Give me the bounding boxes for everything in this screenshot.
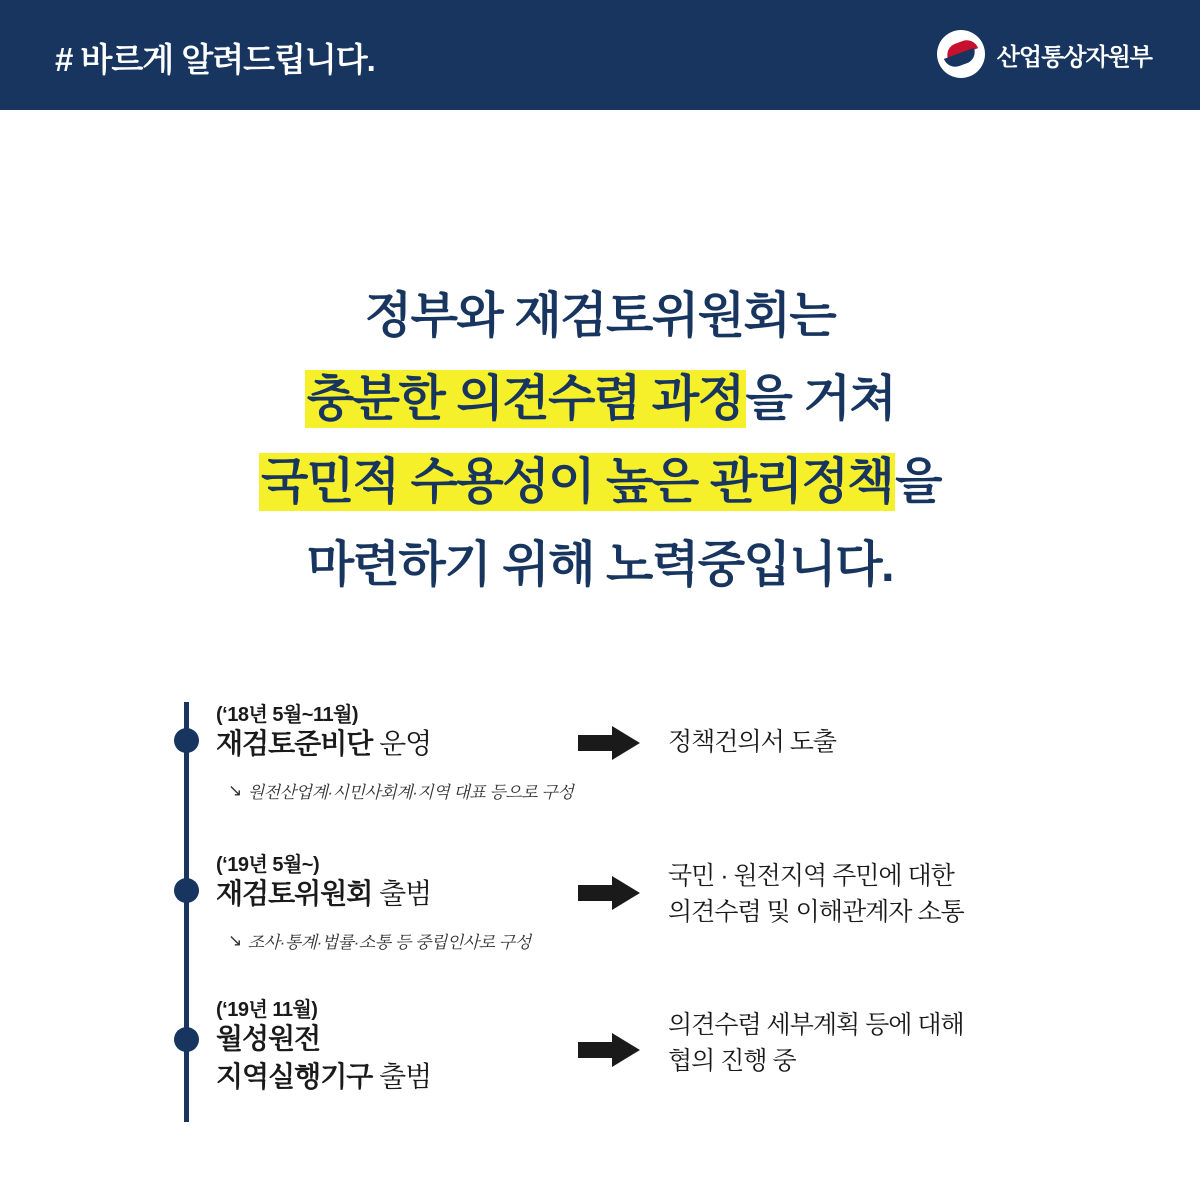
ministry-brand (937, 30, 1152, 78)
timeline-title2-bold: 지역실행기구 (216, 1061, 373, 1092)
timeline-title-bold: 재검토위원회 (216, 878, 373, 909)
timeline-note-text: 원전산업계·시민사회계·지역 대표 등으로 구성 (247, 783, 574, 802)
timeline-result-line-1: 국민 · 원전지역 주민에 대한 (668, 862, 954, 890)
headline-line-2-rest: 을 거쳐 (745, 372, 896, 426)
timeline (0, 690, 1200, 1140)
page-title: # 바르게 알려드립니다. (55, 41, 375, 78)
timeline-result-line-2: 협의 진행 중 (668, 1047, 796, 1075)
headline-line-3-rest: 을 (895, 455, 942, 509)
timeline-title-rest: 운영 (372, 728, 432, 759)
right-arrow-icon (578, 1033, 640, 1067)
timeline-title (216, 1017, 320, 1057)
headline-highlight-2: 국민적 수용성이 높은 관리정책 (260, 455, 894, 509)
taeguk-emblem-icon (937, 30, 985, 78)
page-header (0, 0, 1200, 110)
timeline-note (228, 778, 573, 803)
headline-line-1: 정부와 재검토위원회는 (364, 289, 836, 343)
timeline-title (216, 872, 431, 912)
timeline-dot-icon (174, 878, 199, 903)
timeline-date: (‘19년 11월) (216, 999, 318, 1021)
timeline-result-line-1: 정책건의서 도출 (668, 728, 836, 756)
timeline-title-second-line (216, 1055, 431, 1095)
right-arrow-icon (578, 726, 640, 760)
headline-line-2 (0, 358, 1200, 441)
timeline-note (228, 928, 531, 953)
timeline-result (668, 1007, 964, 1079)
timeline-dot-icon (174, 1027, 199, 1052)
ministry-name: 산업통상자원부 (996, 43, 1152, 71)
timeline-dot-icon (174, 728, 199, 753)
timeline-result (668, 724, 836, 760)
timeline-result-line-2: 의견수렴 및 이해관계자 소통 (668, 898, 964, 926)
timeline-title-bold: 월성원전 (216, 1023, 321, 1054)
headline-line-4: 마련하기 위해 노력중입니다. (306, 538, 894, 592)
hook-arrow-icon: ↘ (228, 781, 242, 800)
timeline-date: (‘18년 5월~11월) (216, 704, 359, 726)
timeline-title2-rest: 출범 (372, 1061, 432, 1092)
timeline-title-rest: 출범 (372, 878, 432, 909)
timeline-result (668, 858, 964, 930)
timeline-note-text: 조사·통계·법률·소통 등 중립인사로 구성 (247, 933, 531, 952)
timeline-title-bold: 재검토준비단 (216, 728, 373, 759)
headline-block (0, 275, 1200, 607)
hook-arrow-icon: ↘ (228, 931, 242, 950)
headline-line-3 (0, 441, 1200, 524)
timeline-result-line-1: 의견수렴 세부계획 등에 대해 (668, 1011, 964, 1039)
timeline-date: (‘19년 5월~) (216, 854, 320, 876)
timeline-axis (184, 702, 189, 1122)
timeline-title (216, 722, 431, 762)
headline-highlight-1: 충분한 의견수렴 과정 (306, 372, 744, 426)
right-arrow-icon (578, 876, 640, 910)
